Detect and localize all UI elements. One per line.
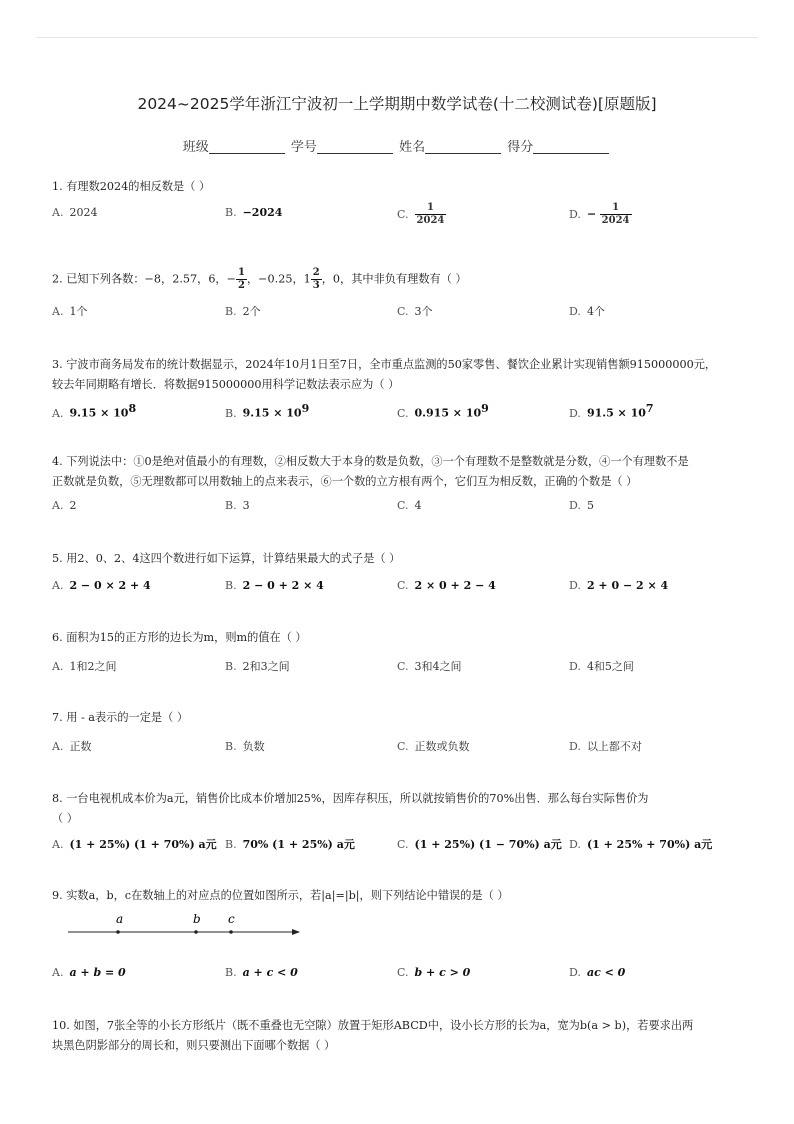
option-d[interactable]: D. 2 + 0 − 2 × 4	[569, 579, 669, 592]
class-blank[interactable]	[209, 139, 285, 154]
option-a[interactable]: A. 1个	[52, 305, 88, 318]
option-a[interactable]: A. 2024	[52, 206, 98, 219]
question-8-stem: 8. 一台电视机成本价为a元，销售价比成本价增加25%，因库存积压，所以就按销售价的70%出售．那么每台实际售价为 （ ）	[52, 792, 649, 825]
name-label: 姓名	[399, 140, 426, 155]
number-line-figure	[66, 912, 306, 942]
option-a[interactable]: A. 1和2之间	[52, 660, 117, 673]
option-b[interactable]: B. 3	[225, 499, 250, 512]
label-c: c	[228, 912, 235, 926]
question-2-stem: 2. 已知下列各数：−8，2.57，6，− $\frac{1}{2}$ ，−0.25，1 $\frac{2}{3}$ ，0，其中非负有理数有（ ）	[52, 267, 467, 291]
name-blank[interactable]	[425, 139, 501, 154]
option-b[interactable]: B. a + c < 0	[225, 966, 298, 979]
option-c[interactable]: C. $\frac{1}{2024}$	[397, 202, 445, 226]
option-c[interactable]: C. 3和4之间	[397, 660, 462, 673]
option-b[interactable]: B. −2024	[225, 206, 283, 219]
page-title: 2024~2025学年浙江宁波初一上学期期中数学试卷(十二校测试卷)[原题版]	[137, 95, 657, 113]
point-c	[229, 930, 233, 934]
option-b[interactable]: B. $9.15 \times 10^9$	[225, 402, 310, 420]
point-b	[194, 930, 198, 934]
option-d[interactable]: D. 4个	[569, 305, 605, 318]
option-c[interactable]: C. 3个	[397, 305, 433, 318]
option-a[interactable]: A. $9.15 \times 10^8$	[52, 402, 137, 420]
label-b: b	[193, 912, 201, 926]
question-4-stem: 4. 下列说法中：①0是绝对值最小的有理数，②相反数大于本身的数是负数，③一个有理数不是整数就是分数，④一个有理数不是 正数就是负数，⑤无理数都可以用数轴上的点来表示，⑥一个数的立方根有两个，它们互为相反数，正确的个数是（ ）	[52, 455, 689, 488]
option-a[interactable]: A. 2	[52, 499, 77, 512]
option-d[interactable]: D. 以上都不对	[569, 740, 642, 753]
option-b[interactable]: B. 2 − 0 + 2 × 4	[225, 579, 324, 592]
option-d[interactable]: D. $91.5 \times 10^7$	[569, 402, 654, 420]
option-d[interactable]: D. − $\frac{1}{2024}$	[569, 202, 630, 226]
question-6-stem: 6. 面积为15的正方形的边长为m，则m的值在（ ）	[52, 631, 307, 644]
option-c[interactable]: C. $0.915 \times 10^9$	[397, 402, 489, 420]
option-a[interactable]: A. 正数	[52, 740, 92, 753]
question-9-stem: 9. 实数a，b，c在数轴上的对应点的位置如图所示，若|a|=|b|，则下列结论中错误的是（ ）	[52, 889, 509, 902]
question-3-stem: 3. 宁波市商务局发布的统计数据显示，2024年10月1日至7日，全市重点监测的50家零售、餐饮企业累计实现销售额915000000元， 较去年同期略有增长．将数据915000000用科学记数法表示应为（ ）	[52, 358, 717, 391]
point-a	[116, 930, 120, 934]
option-b[interactable]: B. 2和3之间	[225, 660, 290, 673]
option-c[interactable]: C. (1 + 25%) (1 − 70%) a元	[397, 838, 562, 851]
option-c[interactable]: C. 2 × 0 + 2 − 4	[397, 579, 496, 592]
question-1-stem: 1. 有理数2024的相反数是（ ）	[52, 180, 211, 193]
question-10-stem: 10. 如图，7张全等的小长方形纸片（既不重叠也无空隙）放置于矩形ABCD中，设小长方形的长为a，宽为b(a > b)，若要求出两 块黑色阴影部分的周长和，则只要测出下面哪个数据（ ）	[52, 1019, 694, 1052]
label-a: a	[116, 912, 124, 926]
option-b[interactable]: B. 2个	[225, 305, 261, 318]
option-d[interactable]: D. 4和5之间	[569, 660, 634, 673]
arrow-right-icon	[292, 929, 300, 935]
question-7-stem: 7. 用 - a表示的一定是（ ）	[52, 711, 189, 724]
option-d[interactable]: D. 5	[569, 499, 594, 512]
option-a[interactable]: A. 2 − 0 × 2 + 4	[52, 579, 151, 592]
option-d[interactable]: D. (1 + 25% + 70%) a元	[569, 838, 713, 851]
id-blank[interactable]	[317, 139, 393, 154]
score-blank[interactable]	[533, 139, 609, 154]
class-label: 班级	[182, 140, 209, 155]
score-label: 得分	[507, 140, 534, 155]
option-d[interactable]: D. ac < 0	[569, 966, 626, 979]
top-divider	[36, 37, 758, 38]
id-label: 学号	[290, 140, 317, 155]
option-b[interactable]: B. 70% (1 + 25%) a元	[225, 838, 355, 851]
option-a[interactable]: A. (1 + 25%) (1 + 70%) a元	[52, 838, 217, 851]
option-c[interactable]: C. 正数或负数	[397, 740, 470, 753]
question-5-stem: 5. 用2、0、2、4这四个数进行如下运算，计算结果最大的式子是（ ）	[52, 552, 401, 565]
option-a[interactable]: A. a + b = 0	[52, 966, 126, 979]
option-b[interactable]: B. 负数	[225, 740, 265, 753]
option-c[interactable]: C. b + c > 0	[397, 966, 471, 979]
option-c[interactable]: C. 4	[397, 499, 422, 512]
student-info-line	[0, 136, 794, 155]
